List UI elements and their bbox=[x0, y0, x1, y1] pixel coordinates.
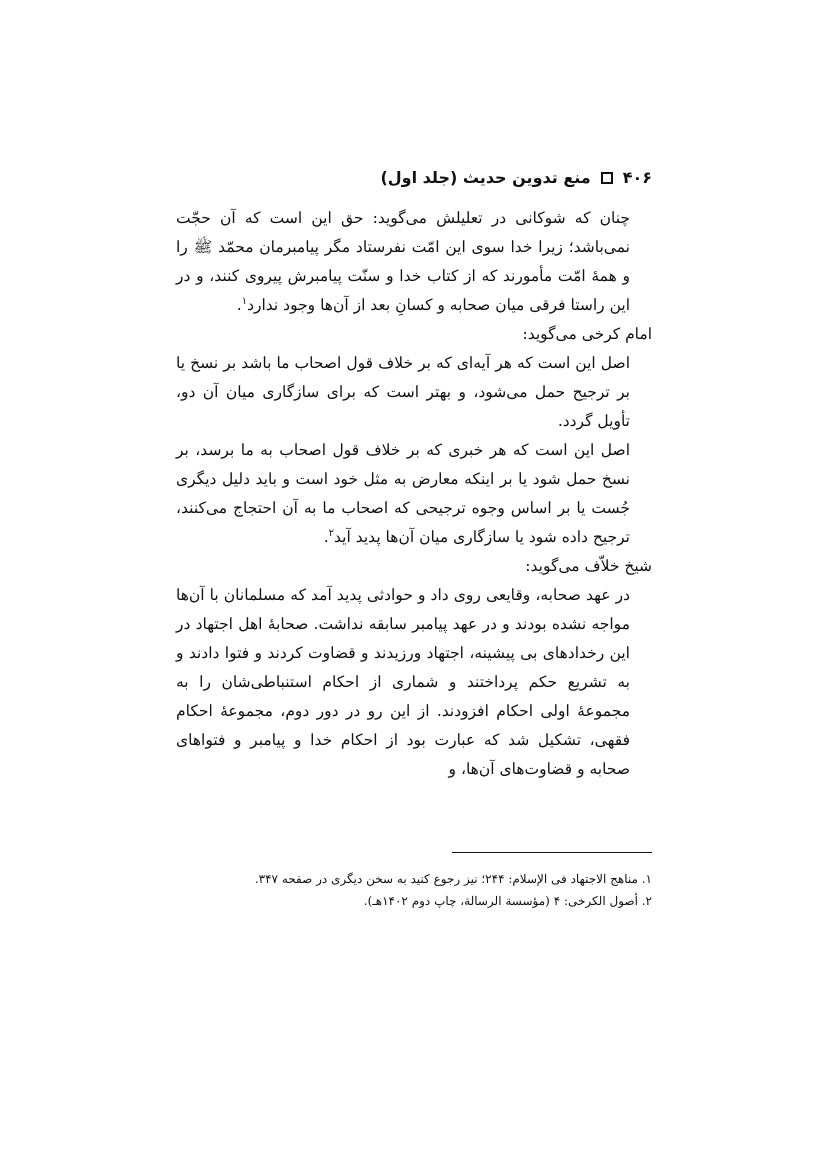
footnote-1: ۱. مناهج الاجتهاد فی الإسلام: ۲۴۴؛ نیز رجوع کنید به سخن دیگری در صفحه ۳۴۷. bbox=[254, 872, 652, 886]
main-text bbox=[176, 204, 652, 784]
speaker-label-khallaf: شیخ خلاّف می‌گوید: bbox=[525, 557, 652, 575]
footnotes bbox=[172, 868, 652, 912]
paragraph-4: در عهد صحابه، وقایعی روی داد و حوادثی پدید آمد که مسلمانان با آن‌ها مواجه نشده بودند و در عهد پیامبر سابقه نداشت. صحابهٔ اهل اجتهاد در این رخدادهای بی پیشینه، اجتهاد ورزیدند و قضاوت کردند و فتوا دادند و به تشریع حکم پرداختند و شماری از احکام استنباطی‌شان را به مجموعهٔ اولی احکام افزودند. از این رو در دور دوم، مجموعهٔ احکام فقهی، تشکیل شد که عبارت بود از احکام خدا و پیامبر و فتواهای صحابه و قضاوت‌های آن‌ها، و bbox=[176, 586, 630, 778]
paragraph-3: اصل این است که هر خبری که بر خلاف قول اصحاب به ما برسد، بر نسخ حمل شود یا بر اینکه معارض به مثل خود است و باید دلیل دیگری جُست یا بر اساس وجوه ترجیحی که اصحاب ما به آن احتجاج می‌کنند، ترجیح داده شود یا سازگاری میان آن‌ها پدید آید$^۲$. bbox=[176, 441, 630, 546]
footnote-divider bbox=[452, 852, 652, 853]
footnote-2: ۲. أصول الکرخی: ۴ (مؤسسة الرسالة، چاپ دوم ۱۴۰۲هـ). bbox=[363, 894, 652, 908]
square-icon bbox=[601, 172, 613, 184]
paragraph-2: اصل این است که هر آیه‌ای که بر خلاف قول اصحاب ما باشد بر نسخ یا بر ترجیح حمل می‌شود، و بهتر است که برای سازگاری میان آن دو، تأویل گردد. bbox=[176, 354, 630, 430]
paragraph-1-text: چنان که شوکانی در تعلیلش می‌گوید: حق این است که آن حجّت نمی‌باشد؛ زیرا خدا سوی این امّت نفرستاد مگر پیامبرمان محمّد ﷺ را و همهٔ امّت مأمورند که از کتاب خدا و سنّت پیامبرش پیروی کنند، و در این راستا فرقی میان صحابه و کسانِ بعد از آن‌ها وجود ندارد bbox=[176, 209, 630, 314]
page-number: ۴۰۶ bbox=[622, 168, 652, 187]
book-title: منع تدوین حدیث (جلد اول) bbox=[380, 168, 591, 187]
footnote-ref-1: ۱ bbox=[241, 295, 248, 307]
speaker-label-karkhi: امام کرخی می‌گوید: bbox=[522, 325, 652, 343]
paragraph-3-text: اصل این است که هر خبری که بر خلاف قول اصحاب به ما برسد، بر نسخ حمل شود یا بر اینکه معارض به مثل خود است و باید دلیل دیگری جُست یا بر اساس وجوه ترجیحی که اصحاب ما به آن احتجاج می‌کنند، ترجیح داده شود یا سازگاری میان آن‌ها پدید آید bbox=[176, 441, 630, 546]
footnote-ref-2: ۲ bbox=[328, 527, 335, 539]
page-header bbox=[172, 168, 652, 187]
paragraph-1: چنان که شوکانی در تعلیلش می‌گوید: حق این است که آن حجّت نمی‌باشد؛ زیرا خدا سوی این امّت نفرستاد مگر پیامبرمان محمّد ﷺ را و همهٔ امّت مأمورند که از کتاب خدا و سنّت پیامبرش پیروی کنند، و در این راستا فرقی میان صحابه و کسانِ بعد از آن‌ها وجود ندارد$^۱$. bbox=[176, 209, 630, 314]
